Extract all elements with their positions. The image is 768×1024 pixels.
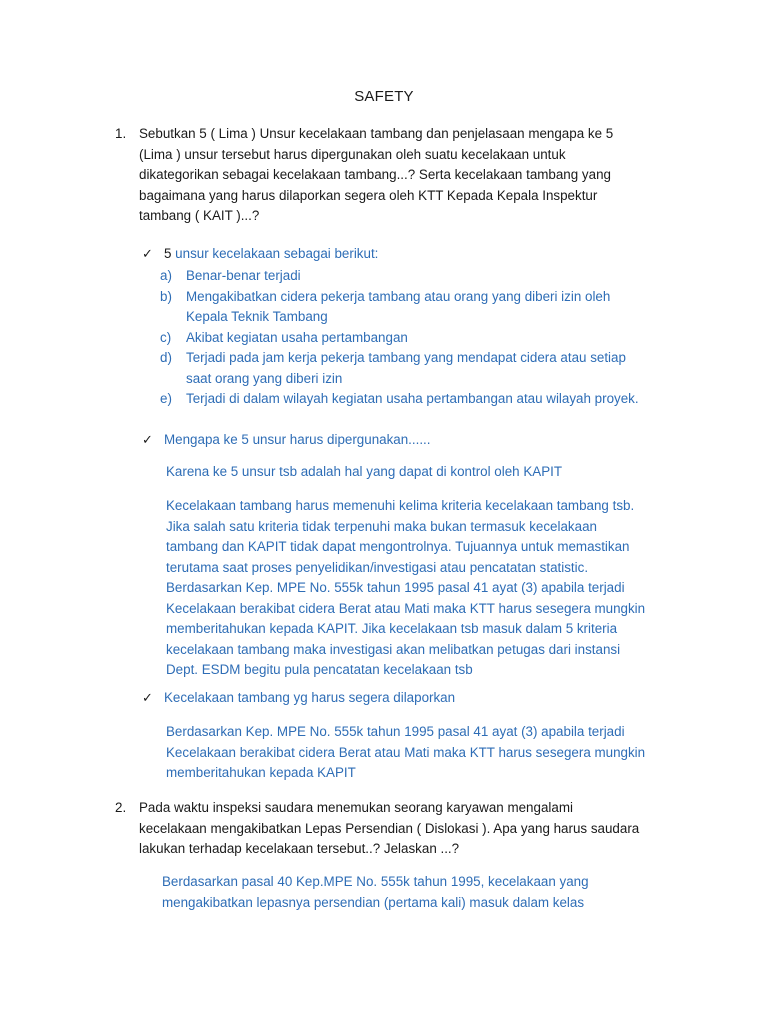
list-item-text: Mengakibatkan cidera pekerja tambang atau orang yang diberi izin oleh bbox=[186, 288, 611, 304]
answer-paragraph bbox=[166, 462, 696, 483]
list-item-text: saat orang yang diberi izin bbox=[186, 370, 343, 386]
paragraph-line: memberitahukan kepada KAPIT bbox=[166, 765, 356, 780]
list-item-letter: b) bbox=[160, 288, 172, 304]
list-item bbox=[160, 389, 700, 410]
page-title: SAFETY bbox=[354, 88, 414, 105]
paragraph-line: kecelakaan tambang maka investigasi akan melibatkan petugas dari instansi bbox=[166, 641, 621, 657]
bullet-heading: Mengapa ke 5 unsur harus dipergunakan...... bbox=[164, 432, 431, 447]
answer-paragraph bbox=[162, 872, 692, 913]
paragraph-line: Berdasarkan Kep. MPE No. 555k tahun 1995 pasal 41 ayat (3) apabila terjadi bbox=[166, 580, 625, 595]
checkmark-icon: ✓ bbox=[142, 690, 153, 705]
paragraph-line: Kecelakaan berakibat cidera Berat atau Mati maka KTT harus sesegera mungkin bbox=[166, 744, 646, 760]
paragraph-line: Jika salah satu kriteria tidak terpenuhi maka bukan termasuk kecelakaan bbox=[166, 518, 597, 534]
question-1 bbox=[115, 124, 675, 227]
list-item bbox=[160, 266, 700, 287]
question-line: bagaimana yang harus dilaporkan segera oleh KTT Kepada Kepala Inspektur bbox=[139, 187, 598, 203]
question-line: lakukan terhadap kecelakaan tersebut..? Jelaskan ...? bbox=[139, 841, 460, 856]
question-number: 2. bbox=[115, 800, 127, 815]
paragraph-line: Kecelakaan tambang harus memenuhi kelima kriteria kecelakaan tambang tsb. bbox=[166, 498, 635, 513]
list-item-letter: c) bbox=[160, 329, 172, 345]
paragraph-line: Berdasarkan pasal 40 Kep.MPE No. 555k tahun 1995, kecelakaan yang bbox=[162, 874, 589, 889]
question-line: Sebutkan 5 ( Lima ) Unsur kecelakaan tambang dan penjelasaan mengapa ke 5 bbox=[139, 126, 614, 141]
list-item-letter: e) bbox=[160, 391, 172, 406]
list-item-text: Kepala Teknik Tambang bbox=[186, 309, 328, 324]
list-item-text: Terjadi di dalam wilayah kegiatan usaha pertambangan atau wilayah proyek. bbox=[186, 391, 639, 406]
checkmark-icon: ✓ bbox=[142, 432, 153, 447]
list-item bbox=[160, 287, 700, 328]
paragraph-line: mengakibatkan lepasnya persendian (pertama kali) masuk dalam kelas bbox=[162, 894, 585, 910]
checkmark-icon: ✓ bbox=[142, 246, 153, 261]
bullet-heading bbox=[164, 246, 378, 261]
paragraph-line: memberitahukan kepada KAPIT. Jika kecelakaan tsb masuk dalam 5 kriteria bbox=[166, 621, 618, 636]
paragraph-line: Dept. ESDM begitu pula pencatatan kecelakaan tsb bbox=[166, 662, 473, 677]
list-item-text: Benar-benar terjadi bbox=[186, 268, 301, 283]
bullet-heading-number: 5 bbox=[164, 246, 172, 261]
list-item-text: Terjadi pada jam kerja pekerja tambang yang mendapat cidera atau setiap bbox=[186, 350, 626, 365]
paragraph-line: terutama saat proses penyelidikan/investigasi atau pencatatan statistic. bbox=[166, 559, 589, 575]
question-number: 1. bbox=[115, 126, 127, 141]
answer-paragraph bbox=[166, 496, 696, 681]
question-line: Pada waktu inspeksi saudara menemukan seorang karyawan mengalami bbox=[139, 800, 573, 815]
list-item-text: Akibat kegiatan usaha pertambangan bbox=[186, 329, 408, 345]
question-2 bbox=[115, 798, 675, 860]
list-item bbox=[160, 328, 700, 349]
bullet-heading: Kecelakaan tambang yg harus segera dilaporkan bbox=[164, 690, 456, 705]
paragraph-line: tambang dan KAPIT tidak dapat mengontrolnya. Tujuannya untuk memastikan bbox=[166, 539, 630, 554]
paragraph-line: Karena ke 5 unsur tsb adalah hal yang dapat di kontrol oleh KAPIT bbox=[166, 464, 563, 479]
question-text bbox=[139, 798, 675, 860]
list-item-letter: d) bbox=[160, 350, 172, 365]
list-item bbox=[160, 348, 700, 389]
question-line: kecelakaan mengakibatkan Lepas Persendian ( Dislokasi ). Apa yang harus saudara bbox=[139, 820, 640, 836]
question-line: dikategorikan sebagai kecelakaan tambang...? Serta kecelakaan tambang yang bbox=[139, 167, 611, 182]
bullet-heading-text: unsur kecelakaan sebagai berikut: bbox=[171, 246, 379, 261]
list-item-letter: a) bbox=[160, 268, 172, 283]
paragraph-line: Kecelakaan berakibat cidera Berat atau Mati maka KTT harus sesegera mungkin bbox=[166, 600, 646, 616]
question-line: (Lima ) unsur tersebut harus dipergunakan oleh suatu kecelakaan untuk bbox=[139, 146, 566, 162]
answer-paragraph bbox=[166, 722, 696, 784]
question-text bbox=[139, 124, 675, 227]
paragraph-line: Berdasarkan Kep. MPE No. 555k tahun 1995 pasal 41 ayat (3) apabila terjadi bbox=[166, 724, 625, 739]
elements-list bbox=[160, 266, 700, 410]
question-line: tambang ( KAIT )...? bbox=[139, 208, 260, 223]
